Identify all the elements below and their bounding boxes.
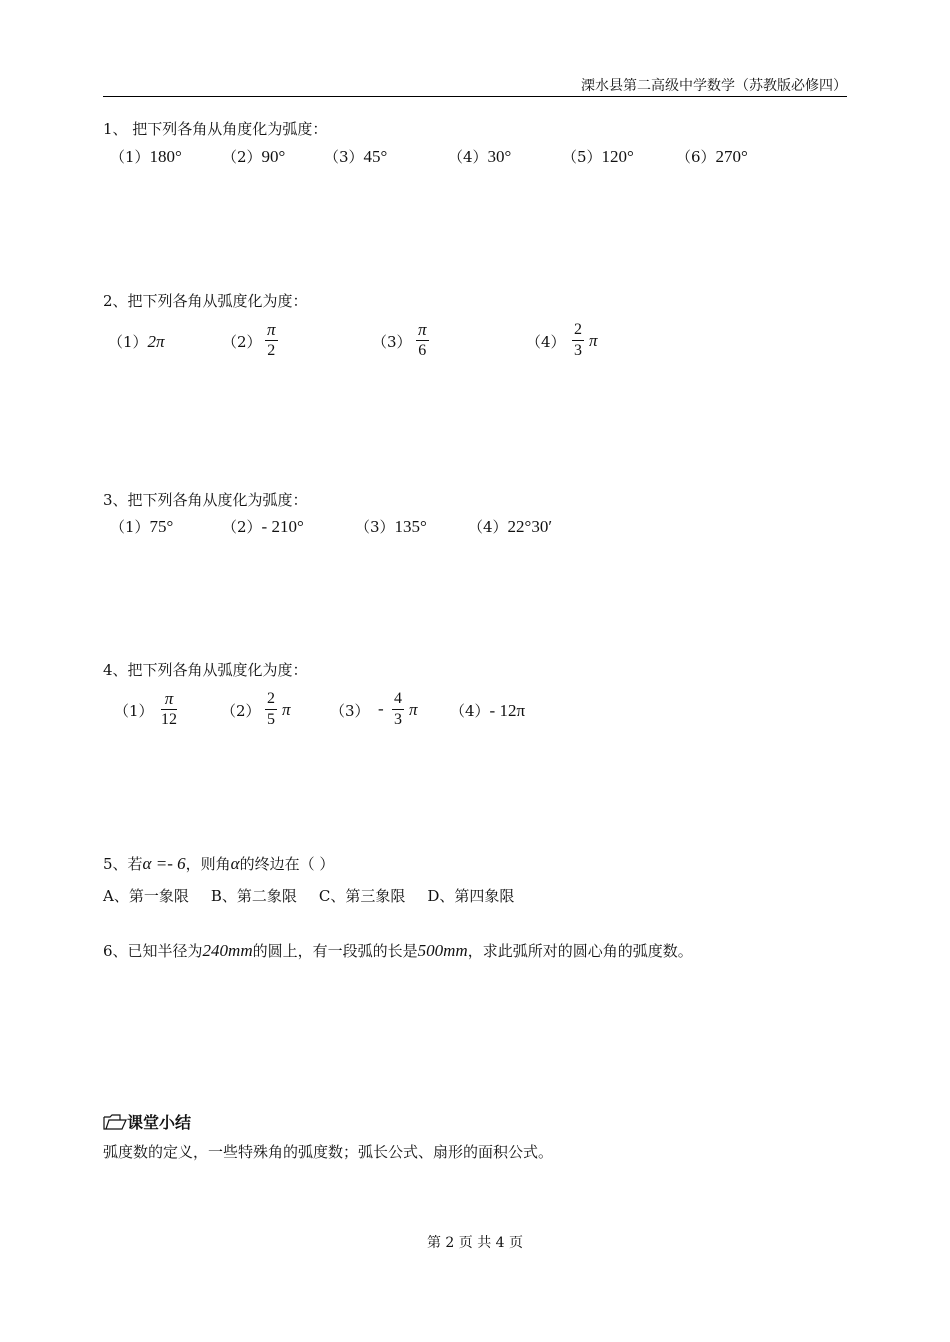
q2-item-1: （1）2π — [108, 332, 165, 351]
question-6: 6、已知半径为240mm的圆上，有一段弧的长是500mm，求此弧所对的圆心角的弧度数。 — [103, 941, 693, 960]
q1-item-1: （1）180° — [110, 147, 182, 166]
summary-text: 弧度数的定义，一些特殊角的弧度数；弧长公式、扇形的面积公式。 — [103, 1143, 554, 1161]
question-2-title: 2、把下列各角从弧度化为度： — [103, 292, 308, 310]
q2-item-4-label: （4） — [526, 333, 566, 351]
q4-item-3-minus: - — [378, 699, 384, 718]
q4-item-3-pi: π — [409, 700, 418, 719]
q4-item-2-label: （2） — [221, 702, 261, 720]
page-footer: 第 2 页 共 4 页 — [426, 1235, 524, 1251]
q2-item-4-pi: π — [589, 331, 598, 350]
q4-item-2-fraction: $\frac{2}{5}$ — [267, 690, 275, 728]
q3-item-1: （1）75° — [110, 517, 174, 536]
q2-item-3-fraction: $\frac{\pi}{6}$ — [418, 320, 427, 359]
q4-item-3-fraction: $\frac{4}{3}$ — [394, 690, 402, 728]
option-d: D、第四象限 — [427, 887, 515, 905]
q4-item-3-label: （3） — [330, 702, 370, 720]
q4-item-4: （4）- 12π — [450, 701, 526, 720]
q2-item-4-fraction: $\frac{2}{3}$ — [574, 321, 582, 359]
q3-item-2: （2）- 210° — [222, 517, 304, 536]
question-3-title: 3、把下列各角从度化为弧度： — [103, 491, 308, 509]
q1-item-5: （5）120° — [562, 147, 634, 166]
q1-item-3: （3）45° — [324, 147, 388, 166]
q2-item-2-label: （2） — [222, 333, 262, 351]
q3-item-4: （4）22°30′ — [468, 517, 553, 536]
question-4-title: 4、把下列各角从弧度化为度： — [103, 661, 308, 679]
option-b: B、第二象限 — [210, 887, 297, 905]
option-a: A、第一象限 — [103, 887, 189, 905]
summary-heading: 课堂小结 — [103, 1110, 191, 1133]
page-header: 溧水县第二高级中学数学（苏教版必修四） — [103, 78, 847, 97]
q2-item-3-label: （3） — [372, 333, 412, 351]
q4-item-1-fraction: $\frac{\pi}{12}$ — [161, 689, 177, 728]
q1-item-4: （4）30° — [448, 147, 512, 166]
question-1-title: 1、 把下列各角从角度化为弧度： — [103, 120, 328, 138]
question-5-stem: 5、若α =- 6，则角α的终边在（ ） — [103, 854, 335, 873]
folder-icon — [103, 1114, 127, 1130]
question-5-options — [103, 885, 514, 906]
q1-item-2: （2）90° — [222, 147, 286, 166]
q3-item-3: （3）135° — [355, 517, 427, 536]
q4-item-1-label: （1） — [114, 702, 154, 720]
q2-item-2-fraction: $\frac{\pi}{2}$ — [267, 320, 276, 359]
q1-item-6: （6）270° — [676, 147, 748, 166]
q4-item-2-pi: π — [282, 700, 291, 719]
option-c: C、第三象限 — [318, 887, 406, 905]
